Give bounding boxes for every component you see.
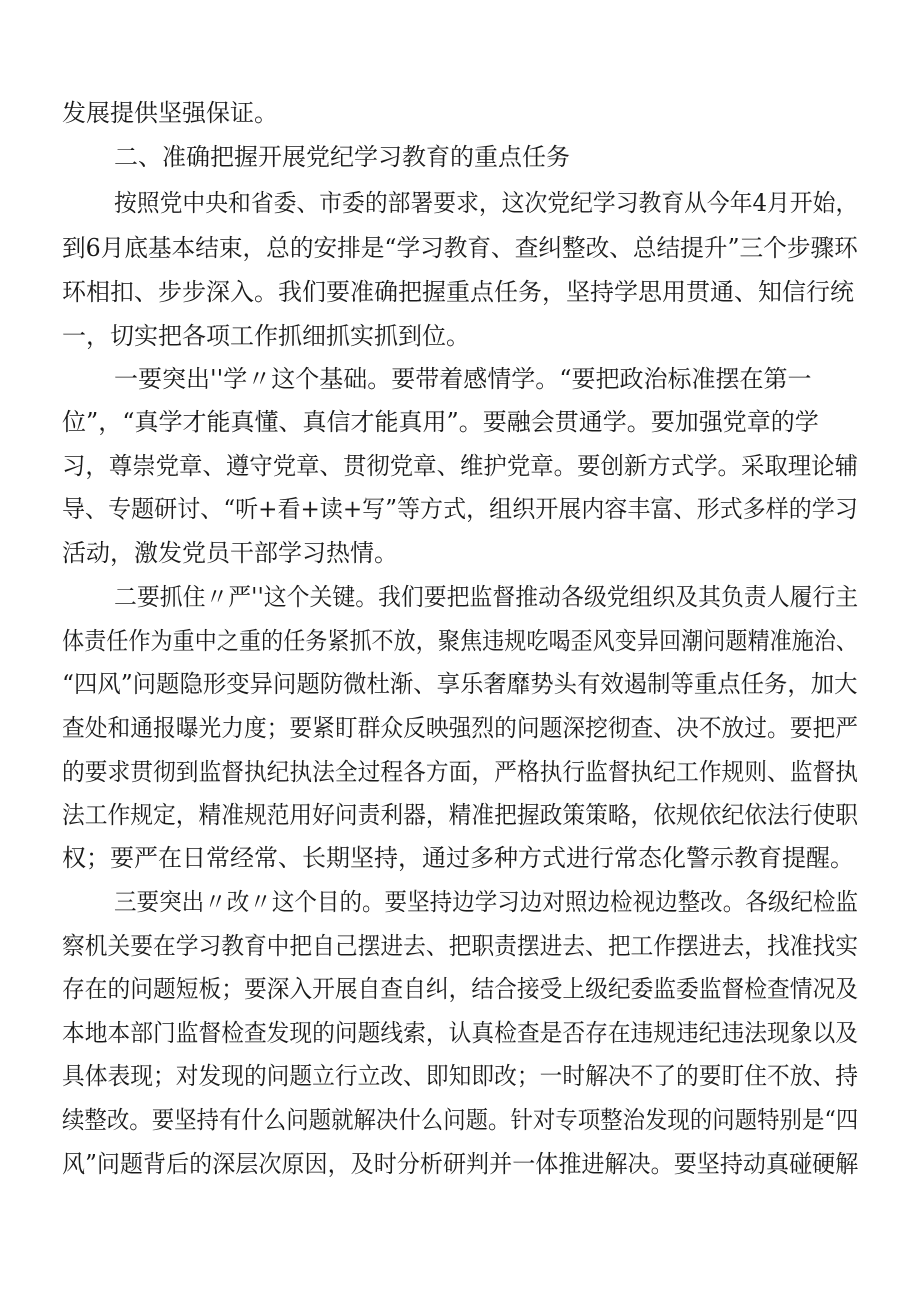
text-line: 具体表现；对发现的问题立行立改、即知即改；一时解决不了的要盯住不放、持 [62,1062,858,1090]
text-line: 活动，激发党员干部学习热情。 [62,539,398,567]
text-line: 一，切实把各项工作抓细抓实抓到位。 [62,322,470,350]
text-line: 本地本部门监督检查发现的问题线索，认真检查是否存在违规违纪违法现象以及 [62,1019,858,1047]
text-line: 的要求贯彻到监督执纪执法全过程各方面，严格执行监督执纪工作规则、监督执 [62,758,858,786]
text-line: 体责任作为重中之重的任务紧抓不放，聚焦违规吃喝歪风变异回潮问题精准施治、 [62,627,859,655]
text-line: 风”问题背后的深层次原因，及时分析研判并一体推进解决。要坚持动真碰硬解 [62,1150,859,1178]
text-line: 察机关要在学习教育中把自己摆进去、把职责摆进去、把工作摆进去，找准找实 [62,932,858,960]
text-line: 到6月底基本结束，总的安排是“学习教育、查纠整改、总结提升”三个步骤环 [62,234,858,262]
section-heading: 二、准确把握开展党纪学习教育的重点任务 [114,143,570,171]
text-line: 习，尊崇党章、遵守党章、贯彻党章、维护党章。要创新方式学。采取理论辅 [62,452,859,480]
text-line: 发展提供坚强保证。 [62,99,278,127]
text-line: 存在的问题短板；要深入开展自查自纠，结合接受上级纪委监委监督检查情况及 [62,975,858,1003]
text-line: 位”，“真学才能真懂、真信才能真用”。要融会贯通学。要加强党章的学 [62,408,819,436]
text-line: 三要突出〃改〃这个目的。要坚持边学习边对照边检视边整改。各级纪检监 [114,888,859,916]
text-line: 续整改。要坚持有什么问题就解决什么问题。针对专项整治发现的问题特别是“四 [62,1106,859,1134]
text-line: 二要抓住〃严''这个关键。我们要把监督推动各级党组织及其负责人履行主 [114,583,859,611]
text-line: 按照党中央和省委、市委的部署要求，这次党纪学习教育从今年4月开始， [114,189,859,217]
text-line: “四风”问题隐形变异问题防微杜渐、享乐奢靡势头有效遏制等重点任务，加大 [62,670,858,698]
text-line: 一要突出''学〃这个基础。要带着感情学。“要把政治标准摆在第一 [114,365,812,393]
text-line: 导、专题研讨、“听+看+读+写”等方式，组织开展内容丰富、形式多样的学习 [62,495,858,523]
text-line: 法工作规定，精准规范用好问责利器，精准把握政策策略，依规依纪依法行使职 [62,801,858,829]
text-line: 权；要严在日常经常、长期坚持，通过多种方式进行常态化警示教育提醒。 [62,844,854,872]
text-line: 环相扣、步步深入。我们要准确把握重点任务，坚持学思用贯通、知信行统 [62,278,854,306]
text-line: 查处和通报曝光力度；要紧盯群众反映强烈的问题深挖彻查、决不放过。要把严 [62,714,858,742]
